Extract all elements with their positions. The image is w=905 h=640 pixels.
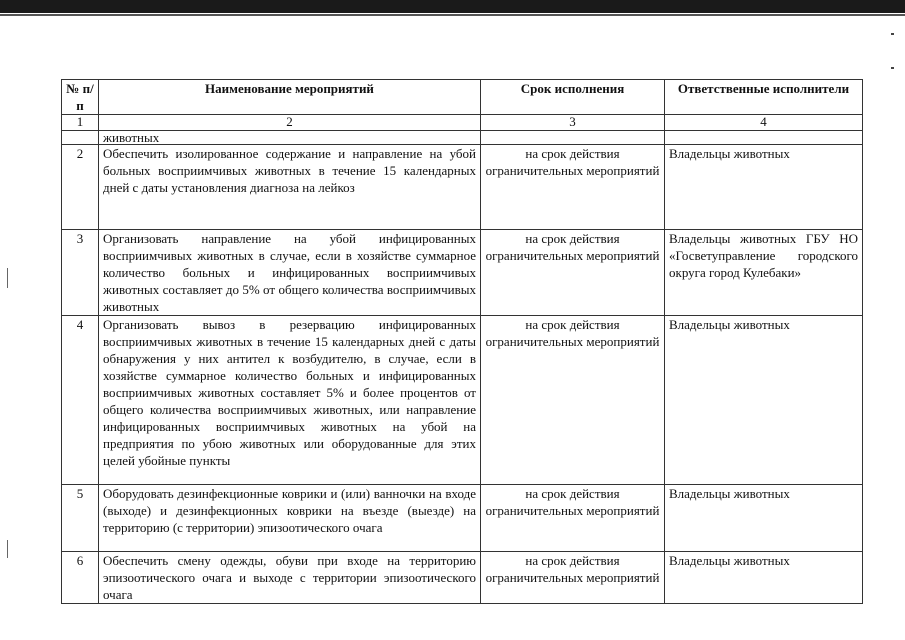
column-number: 3 (481, 115, 665, 131)
row-responsible: Владельцы животных ГБУ НО «Госветуправление городского округа город Кулебаки» (665, 230, 863, 316)
row-action: Организовать направление на убой инфицированных восприимчивых животных в случае, если в хозяйстве суммарное количество больных и инфицированных восприимчивых животных составляет до 5% от общего количества восприимчивых животных (99, 230, 481, 316)
table-row (62, 485, 863, 552)
row-responsible: Владельцы животных (665, 552, 863, 604)
header-responsible: Ответственные исполнители (665, 80, 863, 115)
row-number: 2 (62, 145, 99, 230)
table-row (62, 552, 863, 604)
row-action: Обеспечить изолированное содержание и направление на убой больных восприимчивых животных в течение 15 календарных дней с даты установления диагноза на лейкоз (99, 145, 481, 230)
table-row (62, 316, 863, 485)
table-row (62, 145, 863, 230)
continuation-text: животных (99, 131, 481, 145)
row-action: Обеспечить смену одежды, обуви при входе на территорию эпизоотического очага и выходе с территории эпизоотического очага (99, 552, 481, 604)
row-deadline: на срок действия ограничительных мероприятий (481, 485, 665, 552)
measures-table (61, 79, 863, 604)
row-number: 6 (62, 552, 99, 604)
table-row (62, 230, 863, 316)
row-responsible: Владельцы животных (665, 316, 863, 485)
header-deadline: Срок исполнения (481, 80, 665, 115)
table-header-row (62, 80, 863, 115)
scan-edge-mark (7, 540, 8, 558)
row-deadline: на срок действия ограничительных мероприятий (481, 145, 665, 230)
row-deadline: на срок действия ограничительных мероприятий (481, 552, 665, 604)
column-number: 1 (62, 115, 99, 131)
row-action: Оборудовать дезинфекционные коврики и (или) ванночки на входе (выходе) и дезинфекционных коврики на въезде (выезде) на территорию (с территории) эпизоотического очага (99, 485, 481, 552)
row-action: Организовать вывоз в резервацию инфицированных восприимчивых животных в течение 15 календарных дней с даты обнаружения у них антител к возбудителю, в случае, если в хозяйстве суммарное количество больных и инфицированных восприимчивых животных составляет 5% и более процентов от общего количества восприимчивых животных, или направление инфицированных восприимчивых животных на убой на предприятия по убою животных или оборудованные для этих целей убойные пункты (99, 316, 481, 485)
scan-top-border-line (0, 14, 905, 16)
row-responsible: Владельцы животных (665, 145, 863, 230)
header-num: № п/п (62, 80, 99, 115)
scan-speck (891, 33, 894, 35)
column-number: 4 (665, 115, 863, 131)
row-deadline: на срок действия ограничительных мероприятий (481, 316, 665, 485)
row-responsible: Владельцы животных (665, 485, 863, 552)
scan-top-border (0, 0, 905, 13)
column-number-row (62, 115, 863, 131)
scan-speck (891, 67, 894, 69)
row-number: 4 (62, 316, 99, 485)
scan-edge-mark (7, 268, 8, 288)
header-name: Наименование мероприятий (99, 80, 481, 115)
row-number: 3 (62, 230, 99, 316)
row-number: 5 (62, 485, 99, 552)
continuation-row (62, 131, 863, 145)
row-deadline: на срок действия ограничительных мероприятий (481, 230, 665, 316)
column-number: 2 (99, 115, 481, 131)
